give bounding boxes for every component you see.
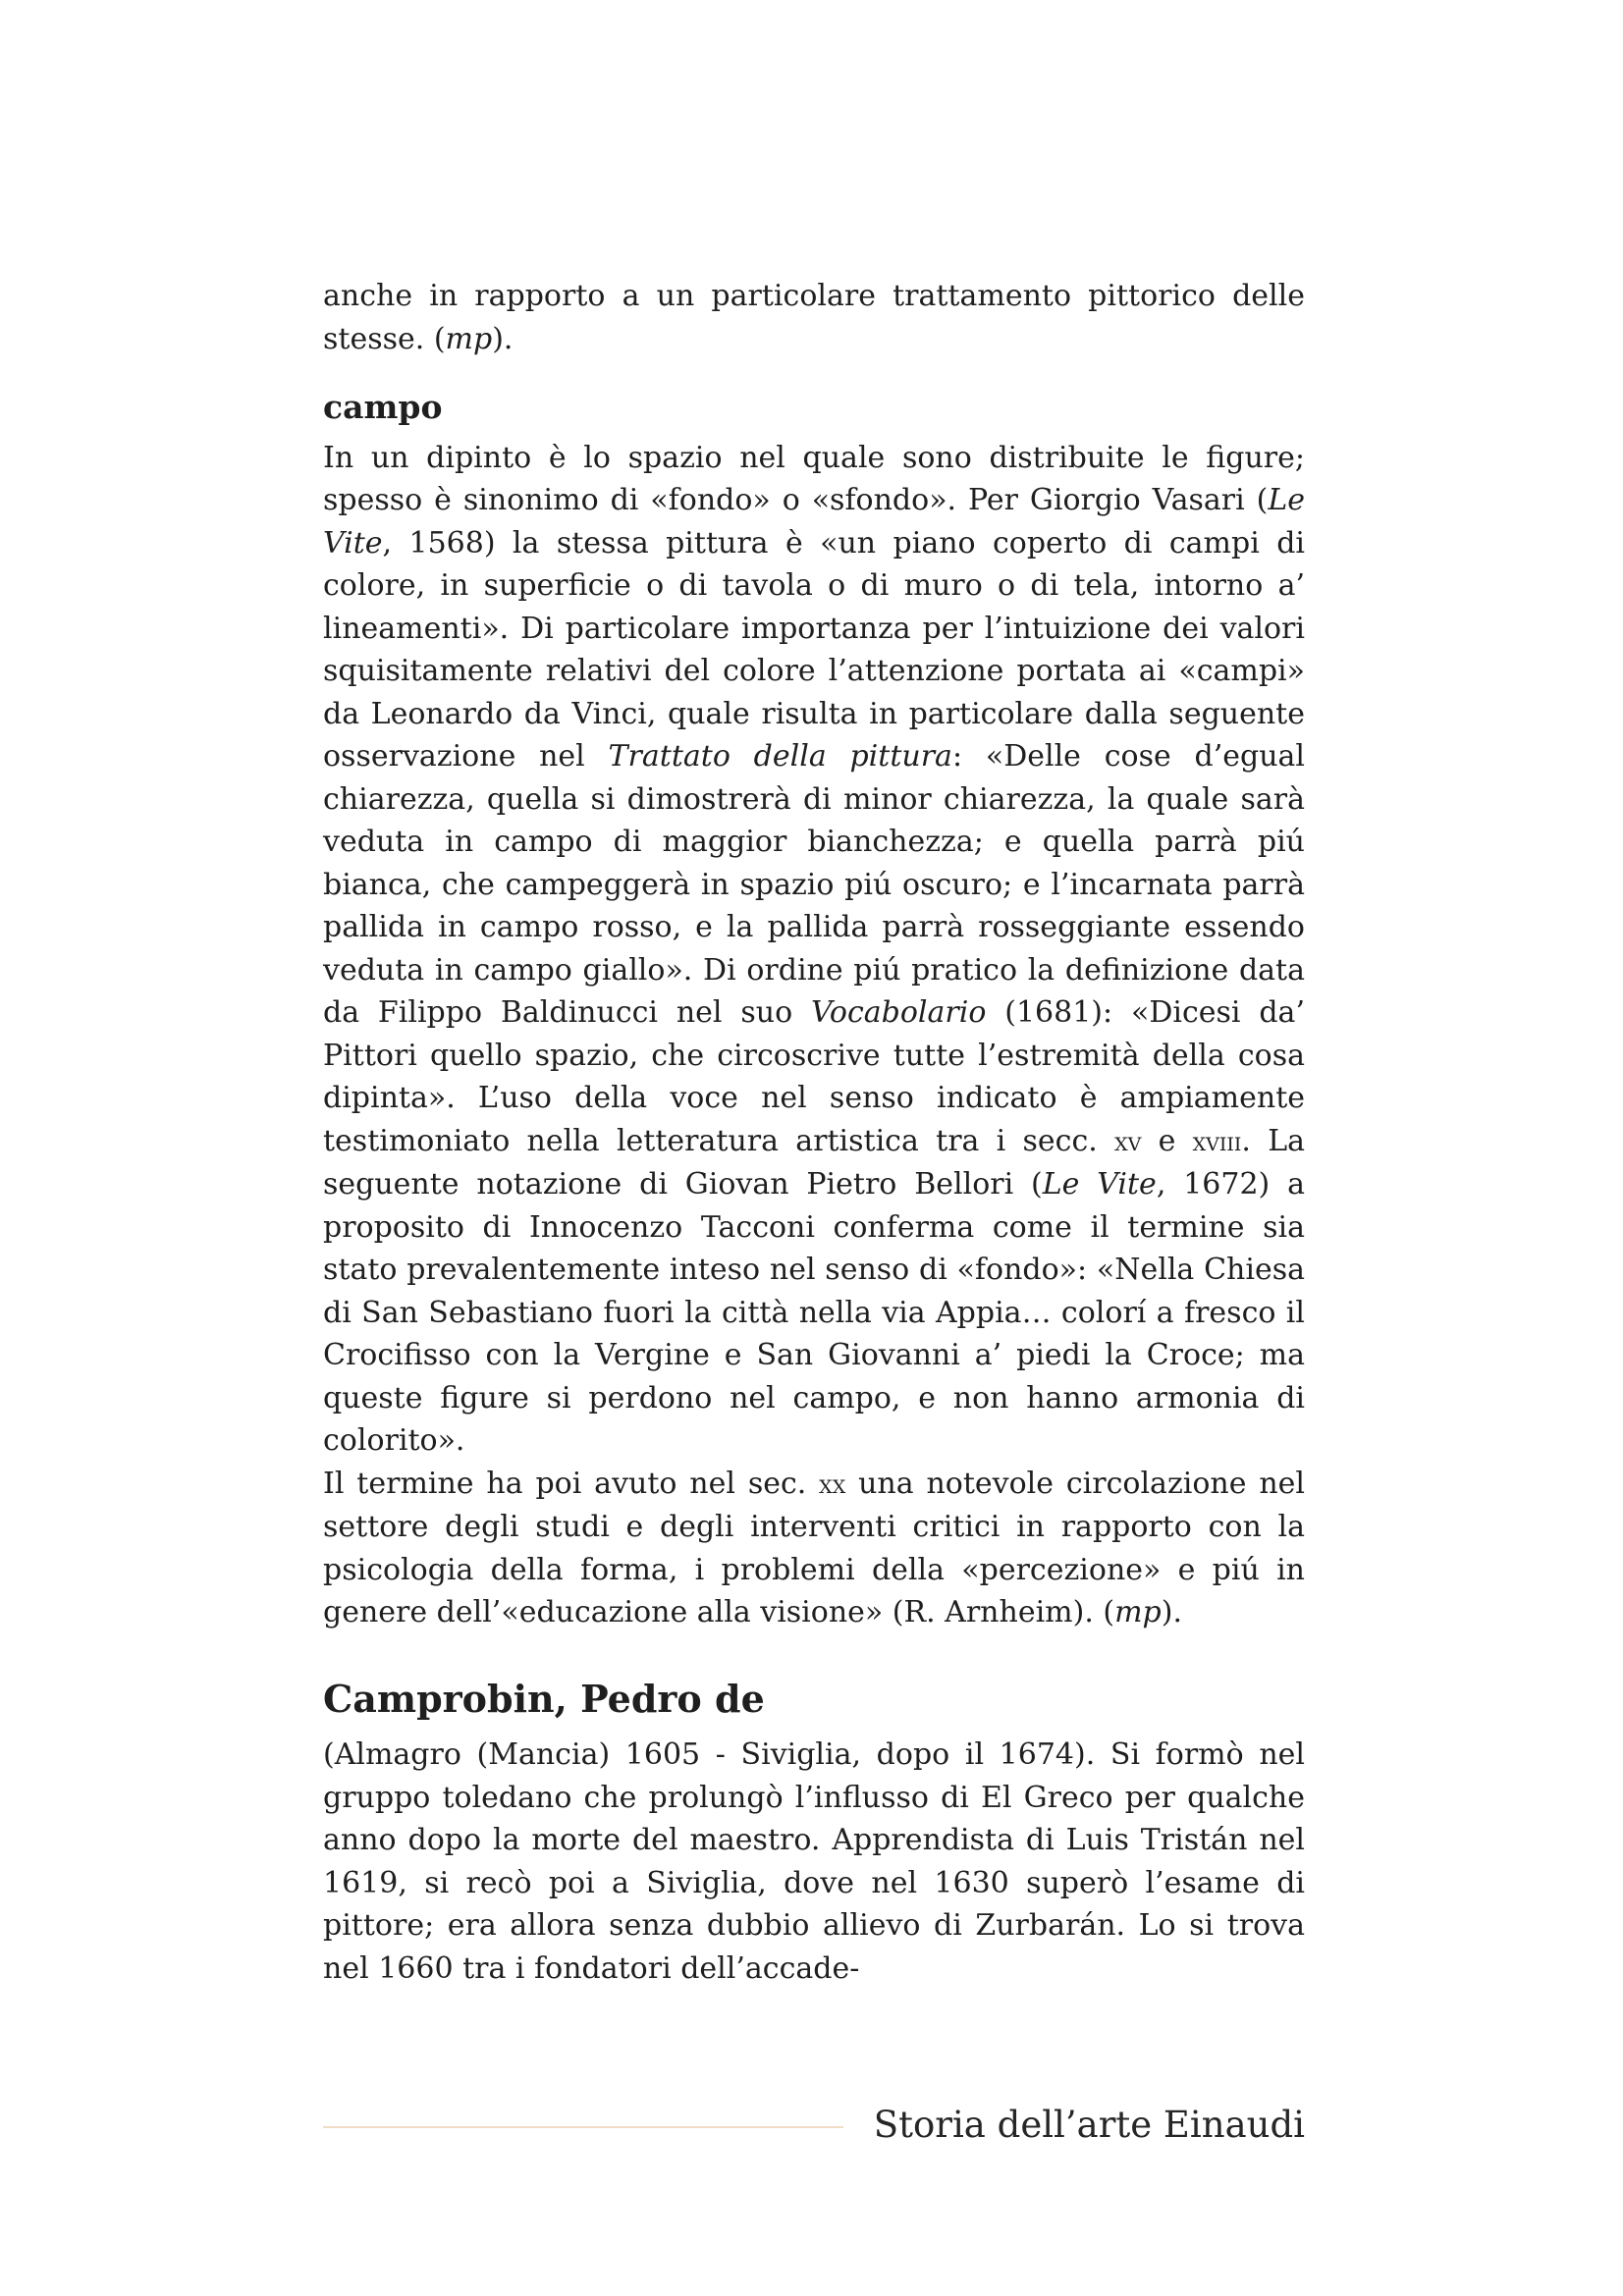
text-run: Il termine ha poi avuto nel sec. (323, 1466, 820, 1501)
text-run: (1681): «Dicesi da’ Pittori quello spazio, che circoscrive tutte l’estremità della cosa dipinta». L’uso della voce nel senso indicato è ampiamente testimoniato nella letteratura artistica tra i secc. (323, 995, 1305, 1158)
camprobin-paragraph: (Almagro (Mancia) 1605 - Siviglia, dopo il 1674). Si formò nel gruppo toledano che prolungò l’influsso di El Greco per qualche anno dopo la morte del maestro. Apprendista di Luis Tristán nel 1619, si recò poi a Siviglia, dove nel 1630 superò l’esame di pittore; era allora senza dubbio allievo di Zurbarán. Lo si trova nel 1660 tra i fondatori dell’accade- (323, 1737, 1305, 1986)
author-sigla: mp (445, 321, 493, 356)
page-footer (323, 2101, 1305, 2150)
work-title: Trattato della pittura (608, 739, 952, 774)
work-title: Vocabolario (811, 995, 987, 1030)
work-title: Le Vite (1042, 1167, 1157, 1201)
entry-title-campo: campo (323, 388, 443, 426)
entry-title-camprobin: Camprobin, Pedro de (323, 1676, 765, 1721)
text-run: una notevole circolazione nel settore degli studi e degli interventi critici in rapporto con la psicologia della forma, i problemi della «percezione» e piú in genere dell’«educazione alla visione» (R. Arnheim). (323, 1466, 1306, 1629)
text-run: , 1568) la stessa pittura è «un piano coperto di campi di colore, in superficie o di tavola o di muro o di tela, intorno a’ lineamenti». Di particolare importanza per l’intuizione dei valori squisitamente relativi del colore l’attenzione portata ai «campi» da Leonardo da Vinci, quale risulta in particolare dalla seguente osservazione nel (323, 525, 1305, 774)
campo-paragraph-2: Il termine ha poi avuto nel sec. xx una notevole circolazione nel settore degli studi e degli interventi critici in rapporto con la psicologia della forma, i problemi della «percezione» e piú in genere dell’«educazione alla visione» (R. Arnheim). (mp). (323, 1466, 1306, 1629)
text-run: . La seguente notazione di Giovan Pietro Bellori ( (323, 1123, 1305, 1201)
campo-paragraph-1 (323, 437, 1305, 1463)
intro-paragraph: anche in rapporto a un particolare trattamento pittorico delle stesse. (mp). (323, 279, 1305, 356)
intro-text: anche in rapporto a un particolare trattamento pittorico delle stesse. (323, 279, 1305, 356)
page-body (323, 275, 1305, 1990)
footer-rule (323, 2126, 843, 2128)
work-title: Le Vite (323, 483, 1305, 561)
text-run: e (1141, 1123, 1193, 1158)
century-numeral: xv (1114, 1126, 1142, 1157)
footer-title: Storia dell’arte Einaudi (873, 2104, 1305, 2146)
century-numeral: xviii (1192, 1126, 1242, 1157)
text-run: , 1672) a proposito di Innocenzo Tacconi conferma come il termine sia stato prevalentemente inteso nel senso di «fondo»: «Nella Chiesa di San Sebastiano fuori la città nella via Appia… colorí a fresco il Crocifisso con la Vergine e San Giovanni a’ piedi la Croce; ma queste figure si perdono nel campo, e non hanno armonia di colorito». (323, 1167, 1305, 1458)
text-run: In un dipinto è lo spazio nel quale sono distribuite le figure; spesso è sinonimo di «fondo» o «sfondo». Per Giorgio Vasari ( (323, 440, 1305, 517)
century-numeral: xx (819, 1468, 846, 1500)
author-sigla: mp (1114, 1595, 1162, 1629)
text-run: : «Delle cose d’egual chiarezza, quella si dimostrerà di minor chiarezza, la quale sarà veduta in campo di maggior bianchezza; e quella parrà piú bianca, che campeggerà in spazio piú oscuro; e l’incarnata parrà pallida in campo rosso, e la pallida parrà rosseggiante essendo veduta in campo giallo». Di ordine piú pratico la definizione data da Filippo Baldinucci nel suo (323, 739, 1306, 1030)
